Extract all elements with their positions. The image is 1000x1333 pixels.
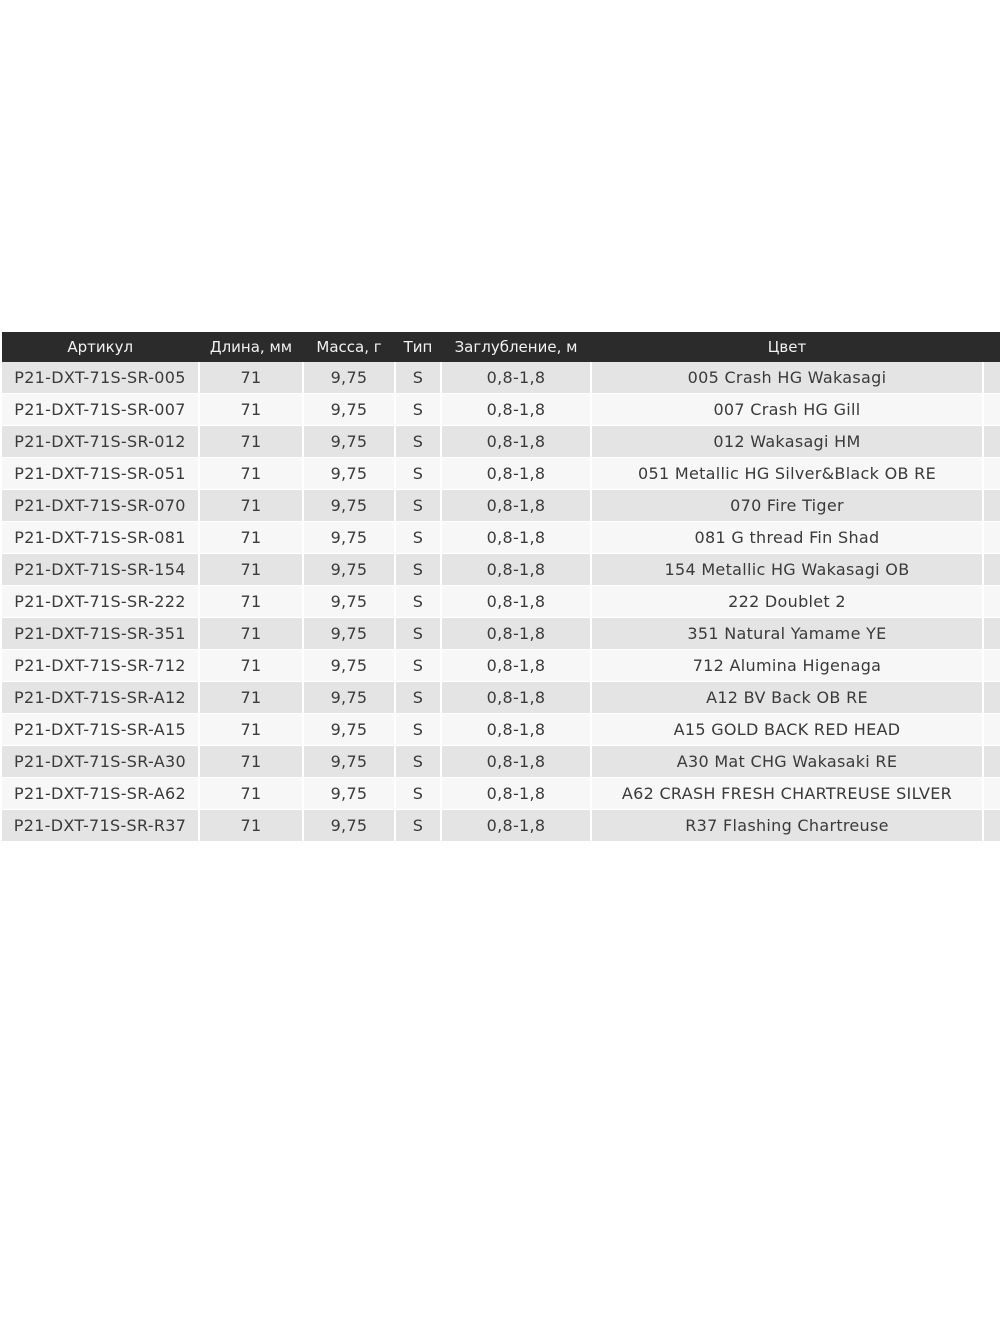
cell-type: S xyxy=(395,362,441,394)
cell-extra xyxy=(983,650,1000,682)
header-mass: Масса, г xyxy=(303,332,395,362)
cell-type: S xyxy=(395,778,441,810)
cell-article: P21-DXT-71S-SR-154 xyxy=(2,554,199,586)
table-row xyxy=(2,458,1000,490)
header-article: Артикул xyxy=(2,332,199,362)
cell-depth: 0,8-1,8 xyxy=(441,746,591,778)
cell-depth: 0,8-1,8 xyxy=(441,714,591,746)
cell-article: P21-DXT-71S-SR-051 xyxy=(2,458,199,490)
cell-length: 71 xyxy=(199,714,303,746)
table-row xyxy=(2,394,1000,426)
cell-depth: 0,8-1,8 xyxy=(441,394,591,426)
cell-color: 070 Fire Tiger xyxy=(591,490,983,522)
table-header xyxy=(2,332,1000,362)
cell-length: 71 xyxy=(199,810,303,842)
cell-color: 222 Doublet 2 xyxy=(591,586,983,618)
cell-article: P21-DXT-71S-SR-081 xyxy=(2,522,199,554)
cell-length: 71 xyxy=(199,362,303,394)
cell-article: P21-DXT-71S-SR-012 xyxy=(2,426,199,458)
cell-article: P21-DXT-71S-SR-007 xyxy=(2,394,199,426)
cell-depth: 0,8-1,8 xyxy=(441,490,591,522)
cell-depth: 0,8-1,8 xyxy=(441,618,591,650)
table-row xyxy=(2,554,1000,586)
cell-color: A62 CRASH FRESH CHARTREUSE SILVER xyxy=(591,778,983,810)
cell-depth: 0,8-1,8 xyxy=(441,650,591,682)
cell-mass: 9,75 xyxy=(303,426,395,458)
cell-mass: 9,75 xyxy=(303,810,395,842)
cell-length: 71 xyxy=(199,458,303,490)
cell-depth: 0,8-1,8 xyxy=(441,586,591,618)
table-row xyxy=(2,618,1000,650)
table-row xyxy=(2,362,1000,394)
cell-type: S xyxy=(395,394,441,426)
cell-type: S xyxy=(395,650,441,682)
cell-color: 007 Crash HG Gill xyxy=(591,394,983,426)
cell-type: S xyxy=(395,426,441,458)
cell-type: S xyxy=(395,618,441,650)
cell-color: 154 Metallic HG Wakasagi OB xyxy=(591,554,983,586)
cell-color: 081 G thread Fin Shad xyxy=(591,522,983,554)
cell-extra xyxy=(983,778,1000,810)
cell-length: 71 xyxy=(199,746,303,778)
header-length: Длина, мм xyxy=(199,332,303,362)
table-row xyxy=(2,522,1000,554)
cell-depth: 0,8-1,8 xyxy=(441,458,591,490)
cell-mass: 9,75 xyxy=(303,746,395,778)
cell-extra xyxy=(983,362,1000,394)
cell-depth: 0,8-1,8 xyxy=(441,810,591,842)
cell-mass: 9,75 xyxy=(303,586,395,618)
cell-length: 71 xyxy=(199,522,303,554)
cell-color: 712 Alumina Higenaga xyxy=(591,650,983,682)
cell-color: 005 Crash HG Wakasagi xyxy=(591,362,983,394)
table-row xyxy=(2,426,1000,458)
cell-color: 351 Natural Yamame YE xyxy=(591,618,983,650)
table-row xyxy=(2,810,1000,842)
table-body xyxy=(2,362,1000,842)
cell-article: P21-DXT-71S-SR-070 xyxy=(2,490,199,522)
cell-length: 71 xyxy=(199,394,303,426)
cell-length: 71 xyxy=(199,426,303,458)
cell-color: 012 Wakasagi HM xyxy=(591,426,983,458)
cell-article: P21-DXT-71S-SR-351 xyxy=(2,618,199,650)
table-row xyxy=(2,714,1000,746)
cell-depth: 0,8-1,8 xyxy=(441,682,591,714)
cell-mass: 9,75 xyxy=(303,650,395,682)
cell-length: 71 xyxy=(199,650,303,682)
cell-length: 71 xyxy=(199,554,303,586)
cell-mass: 9,75 xyxy=(303,554,395,586)
cell-color: A12 BV Back OB RE xyxy=(591,682,983,714)
cell-type: S xyxy=(395,490,441,522)
cell-color: A30 Mat CHG Wakasaki RE xyxy=(591,746,983,778)
cell-article: P21-DXT-71S-SR-005 xyxy=(2,362,199,394)
cell-mass: 9,75 xyxy=(303,458,395,490)
product-table-container xyxy=(2,332,1000,842)
cell-type: S xyxy=(395,746,441,778)
table-row xyxy=(2,746,1000,778)
header-type: Тип xyxy=(395,332,441,362)
table-row xyxy=(2,778,1000,810)
cell-extra xyxy=(983,810,1000,842)
cell-mass: 9,75 xyxy=(303,490,395,522)
cell-extra xyxy=(983,746,1000,778)
cell-length: 71 xyxy=(199,682,303,714)
cell-length: 71 xyxy=(199,778,303,810)
cell-extra xyxy=(983,714,1000,746)
cell-extra xyxy=(983,426,1000,458)
cell-color: R37 Flashing Chartreuse xyxy=(591,810,983,842)
cell-type: S xyxy=(395,586,441,618)
cell-article: P21-DXT-71S-SR-712 xyxy=(2,650,199,682)
cell-article: P21-DXT-71S-SR-A30 xyxy=(2,746,199,778)
cell-article: P21-DXT-71S-SR-A62 xyxy=(2,778,199,810)
cell-extra xyxy=(983,586,1000,618)
cell-extra xyxy=(983,458,1000,490)
cell-type: S xyxy=(395,810,441,842)
cell-mass: 9,75 xyxy=(303,362,395,394)
cell-color: A15 GOLD BACK RED HEAD xyxy=(591,714,983,746)
cell-length: 71 xyxy=(199,490,303,522)
table-row xyxy=(2,490,1000,522)
cell-extra xyxy=(983,522,1000,554)
header-color: Цвет xyxy=(591,332,983,362)
cell-type: S xyxy=(395,554,441,586)
table-row xyxy=(2,650,1000,682)
cell-color: 051 Metallic HG Silver&Black OB RE xyxy=(591,458,983,490)
product-specs-table xyxy=(2,332,1000,842)
cell-mass: 9,75 xyxy=(303,682,395,714)
header-extra-column xyxy=(983,332,1000,362)
cell-extra xyxy=(983,490,1000,522)
table-row xyxy=(2,586,1000,618)
cell-article: P21-DXT-71S-SR-R37 xyxy=(2,810,199,842)
cell-type: S xyxy=(395,458,441,490)
cell-mass: 9,75 xyxy=(303,618,395,650)
cell-depth: 0,8-1,8 xyxy=(441,522,591,554)
cell-mass: 9,75 xyxy=(303,522,395,554)
cell-length: 71 xyxy=(199,586,303,618)
cell-article: P21-DXT-71S-SR-A12 xyxy=(2,682,199,714)
cell-depth: 0,8-1,8 xyxy=(441,362,591,394)
cell-mass: 9,75 xyxy=(303,714,395,746)
cell-extra xyxy=(983,554,1000,586)
header-row xyxy=(2,332,1000,362)
cell-article: P21-DXT-71S-SR-A15 xyxy=(2,714,199,746)
cell-extra xyxy=(983,682,1000,714)
cell-type: S xyxy=(395,522,441,554)
cell-depth: 0,8-1,8 xyxy=(441,778,591,810)
cell-type: S xyxy=(395,682,441,714)
cell-mass: 9,75 xyxy=(303,394,395,426)
cell-length: 71 xyxy=(199,618,303,650)
cell-depth: 0,8-1,8 xyxy=(441,554,591,586)
cell-mass: 9,75 xyxy=(303,778,395,810)
table-row xyxy=(2,682,1000,714)
header-depth: Заглубление, м xyxy=(441,332,591,362)
cell-extra xyxy=(983,394,1000,426)
cell-article: P21-DXT-71S-SR-222 xyxy=(2,586,199,618)
cell-depth: 0,8-1,8 xyxy=(441,426,591,458)
cell-type: S xyxy=(395,714,441,746)
cell-extra xyxy=(983,618,1000,650)
